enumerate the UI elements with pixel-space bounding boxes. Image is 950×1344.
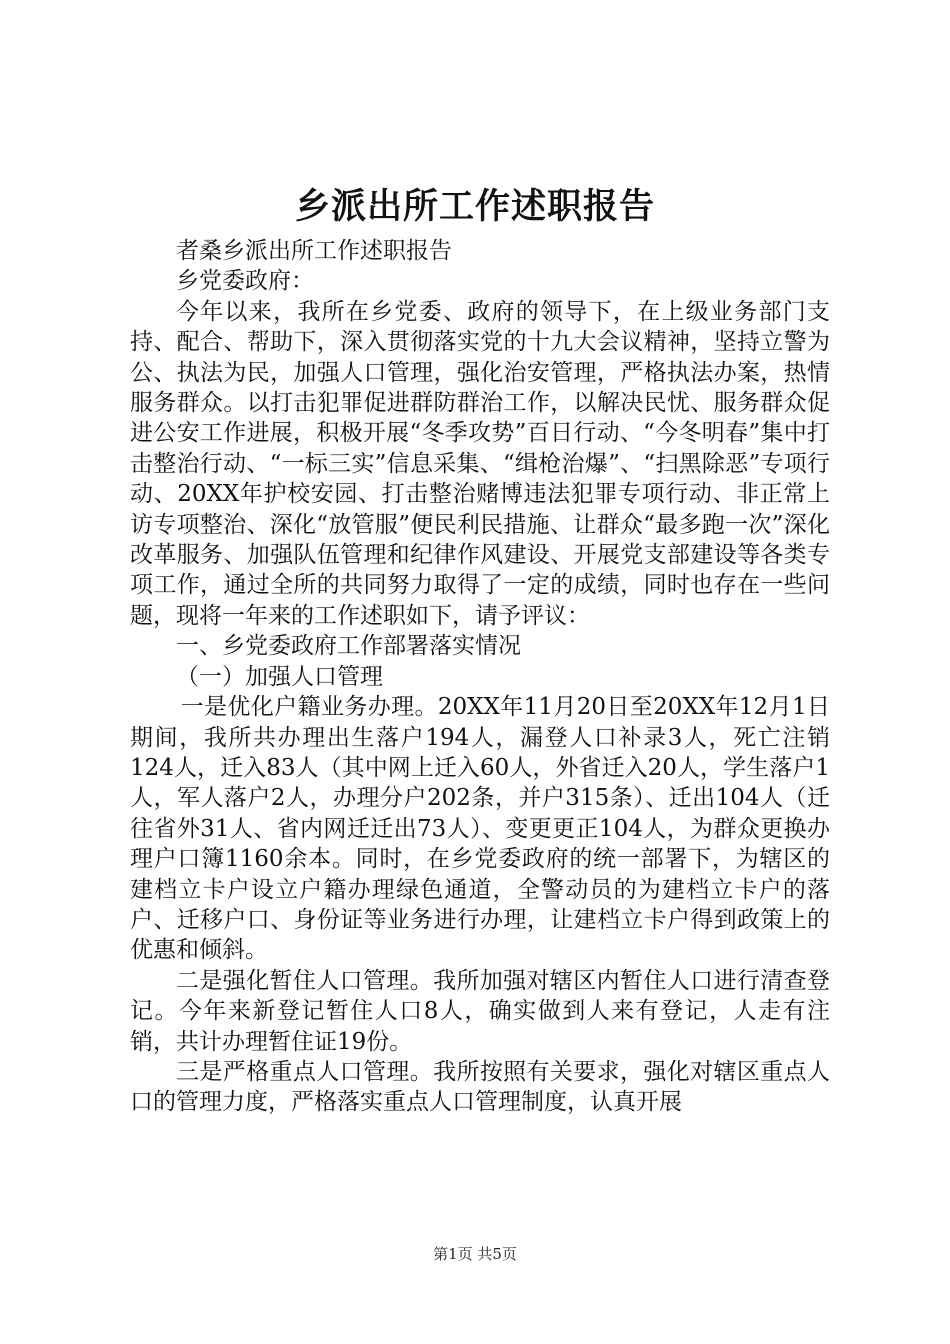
document-title: 乡派出所工作述职报告 — [294, 186, 655, 227]
section-heading: 一、乡党委政府工作部署落实情况 — [176, 633, 521, 660]
paragraph-item-1: 一是优化户籍业务办理。20XX年11月20日至20XX年12月1日期间，我所共办理出生落户194人，漏登人口补录3人，死亡注销124人，迁入83人（其中网上迁入60人，外省迁入20人，学生落户1人，军人落户2人，办理分户202条，并户315条）、迁出104人（迁往省外31人、省内网迁迁出73人）、变更更正104人，为群众更换办理户口簿1160余本。同时，在乡党委政府的统一部署下，为辖区的建档立卡户设立户籍办理绿色通道，全警动员的为建档立卡户的落户、迁移户口、身份证等业务进行办理，让建档立卡户得到政策上的优惠和倾斜。 — [130, 694, 830, 964]
paragraph-item-3: 三是严格重点人口管理。我所按照有关要求，强化对辖区重点人口的管理力度，严格落实重点人口管理制度，认真开展 — [130, 1058, 830, 1116]
page-number-footer: 第1页 共5页 — [433, 1245, 517, 1263]
subsection-heading: （一）加强人口管理 — [176, 663, 383, 690]
paragraph-item-2: 二是强化暂住人口管理。我所加强对辖区内暂住人口进行清查登记。今年来新登记暂住人口8人，确实做到人来有登记，人走有注销，共计办理暂住证19份。 — [130, 967, 830, 1055]
document-body — [130, 236, 830, 1118]
salutation: 乡党委政府： — [176, 268, 314, 295]
intro-paragraph: 今年以来，我所在乡党委、政府的领导下，在上级业务部门支持、配合、帮助下，深入贯彻落实党的十九大会议精神，坚持立警为公、执法为民，加强人口管理，强化治安管理，严格执法办案，热情服务群众。以打击犯罪促进群防群治工作，以解决民忧、服务群众促进公安工作进展，积极开展“冬季攻势”百日行动、“今冬明春”集中打击整治行动、“一标三实”信息采集、“缉枪治爆”、“扫黑除恶”专项行动、20XX年护校安园、打击整治赌博违法犯罪专项行动、非正常上访专项整治、深化“放管服”便民利民措施、让群众“最多跑一次”深化改革服务、加强队伍管理和纪律作风建设、开展党支部建设等各类专项工作，通过全所的共同努力取得了一定的成绩，同时也存在一些问题，现将一年来的工作述职如下，请予评议： — [130, 298, 830, 629]
document-subtitle: 者桑乡派出所工作述职报告 — [176, 238, 452, 264]
